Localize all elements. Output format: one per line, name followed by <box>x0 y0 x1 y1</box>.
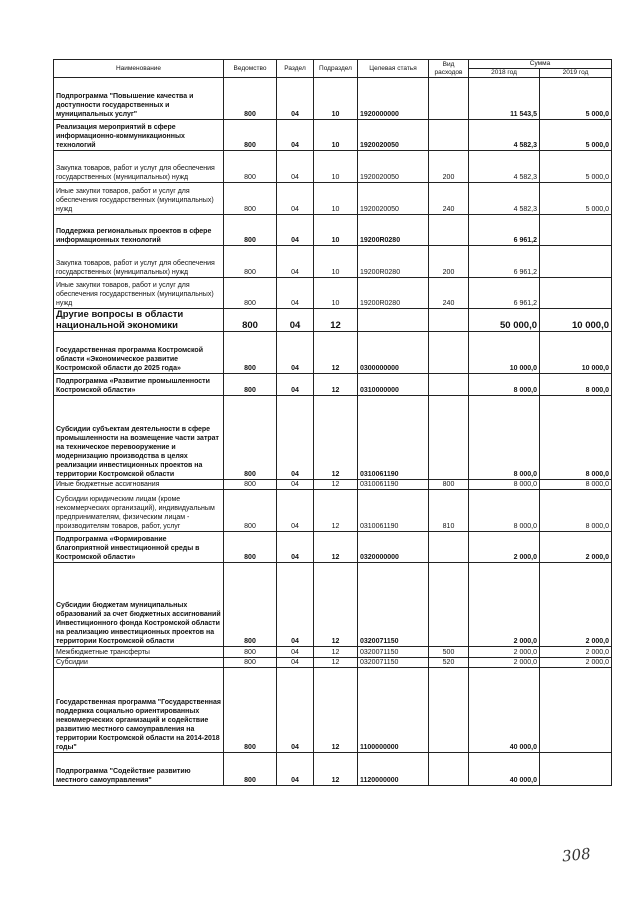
table-row <box>54 183 612 215</box>
row-name: Иные бюджетные ассигнования <box>54 480 224 490</box>
header-section: Раздел <box>277 60 314 78</box>
row-subsection: 10 <box>314 151 358 183</box>
table-row <box>54 753 612 786</box>
row-dept: 800 <box>224 183 277 215</box>
header-dept: Ведомство <box>224 60 277 78</box>
row-expense <box>429 215 469 246</box>
row-expense: 810 <box>429 490 469 532</box>
row-expense <box>429 563 469 647</box>
row-dept: 800 <box>224 78 277 120</box>
row-expense <box>429 753 469 786</box>
row-sum-2019 <box>540 246 612 278</box>
row-expense <box>429 332 469 374</box>
row-dept: 800 <box>224 532 277 563</box>
row-expense <box>429 120 469 151</box>
row-name: Закупка товаров, работ и услуг для обеспечения государственных (муниципальных) нужд <box>54 151 224 183</box>
table-row <box>54 658 612 668</box>
row-sum-2018: 2 000,0 <box>469 563 540 647</box>
row-sum-2019 <box>540 215 612 246</box>
row-dept: 800 <box>224 480 277 490</box>
row-target: 0320000000 <box>358 532 429 563</box>
row-target: 19200R0280 <box>358 278 429 309</box>
row-subsection: 12 <box>314 563 358 647</box>
table-row <box>54 215 612 246</box>
row-subsection: 12 <box>314 668 358 753</box>
row-target: 0310000000 <box>358 374 429 396</box>
row-subsection: 10 <box>314 278 358 309</box>
table-row <box>54 532 612 563</box>
row-subsection: 12 <box>314 532 358 563</box>
row-sum-2018: 8 000,0 <box>469 396 540 480</box>
row-dept: 800 <box>224 246 277 278</box>
row-sum-2019: 10 000,0 <box>540 332 612 374</box>
table-row <box>54 490 612 532</box>
row-expense <box>429 309 469 332</box>
row-subsection: 10 <box>314 183 358 215</box>
header-subsection: Подраздел <box>314 60 358 78</box>
row-sum-2019: 2 000,0 <box>540 532 612 563</box>
row-sum-2018: 4 582,3 <box>469 120 540 151</box>
row-target: 19200R0280 <box>358 246 429 278</box>
row-section: 04 <box>277 480 314 490</box>
row-sum-2018: 6 961,2 <box>469 215 540 246</box>
row-dept: 800 <box>224 753 277 786</box>
row-sum-2018: 10 000,0 <box>469 332 540 374</box>
header-2019: 2019 год <box>540 69 612 78</box>
row-dept: 800 <box>224 120 277 151</box>
row-name: Субсидии юридическим лицам (кроме некоммерческих организаций), индивидуальным предпринимателям, физическим лицам - производителям товаров, работ, услуг <box>54 490 224 532</box>
row-sum-2018: 2 000,0 <box>469 532 540 563</box>
row-subsection: 12 <box>314 647 358 658</box>
row-expense: 800 <box>429 480 469 490</box>
row-name: Государственная программа Костромской области «Экономическое развитие Костромской области до 2025 года» <box>54 332 224 374</box>
row-name: Поддержка региональных проектов в сфере информационных технологий <box>54 215 224 246</box>
table-row <box>54 668 612 753</box>
row-sum-2018: 50 000,0 <box>469 309 540 332</box>
row-target: 0310061190 <box>358 490 429 532</box>
row-name: Иные закупки товаров, работ и услуг для обеспечения государственных (муниципальных) нужд <box>54 183 224 215</box>
row-sum-2019: 5 000,0 <box>540 78 612 120</box>
table-row <box>54 647 612 658</box>
row-expense <box>429 78 469 120</box>
table-row <box>54 374 612 396</box>
row-sum-2018: 8 000,0 <box>469 480 540 490</box>
row-section: 04 <box>277 647 314 658</box>
row-sum-2019: 2 000,0 <box>540 563 612 647</box>
row-section: 04 <box>277 246 314 278</box>
table-row <box>54 120 612 151</box>
table-row <box>54 78 612 120</box>
row-sum-2019: 8 000,0 <box>540 374 612 396</box>
row-dept: 800 <box>224 278 277 309</box>
row-expense <box>429 374 469 396</box>
row-target: 0320071150 <box>358 647 429 658</box>
row-subsection: 12 <box>314 309 358 332</box>
row-target: 0310061190 <box>358 396 429 480</box>
row-target: 1120000000 <box>358 753 429 786</box>
row-subsection: 10 <box>314 215 358 246</box>
row-target: 0320071150 <box>358 658 429 668</box>
row-expense <box>429 668 469 753</box>
row-dept: 800 <box>224 374 277 396</box>
row-sum-2019 <box>540 753 612 786</box>
row-sum-2019: 5 000,0 <box>540 120 612 151</box>
row-sum-2018: 8 000,0 <box>469 490 540 532</box>
header-sum: Сумма <box>469 60 612 69</box>
table-row <box>54 480 612 490</box>
row-dept: 800 <box>224 658 277 668</box>
row-expense: 240 <box>429 183 469 215</box>
row-sum-2019: 10 000,0 <box>540 309 612 332</box>
row-sum-2019: 8 000,0 <box>540 490 612 532</box>
row-dept: 800 <box>224 215 277 246</box>
row-name: Межбюджетные трансферты <box>54 647 224 658</box>
header-target: Целевая статья <box>358 60 429 78</box>
budget-table <box>53 59 612 786</box>
row-subsection: 10 <box>314 78 358 120</box>
row-target: 1920020050 <box>358 151 429 183</box>
row-expense <box>429 532 469 563</box>
row-section: 04 <box>277 332 314 374</box>
row-sum-2018: 11 543,5 <box>469 78 540 120</box>
row-subsection: 10 <box>314 120 358 151</box>
row-subsection: 12 <box>314 658 358 668</box>
row-dept: 800 <box>224 309 277 332</box>
row-section: 04 <box>277 120 314 151</box>
row-sum-2019: 8 000,0 <box>540 480 612 490</box>
row-section: 04 <box>277 753 314 786</box>
table-row <box>54 278 612 309</box>
row-name: Реализация мероприятий в сфере информационно-коммуникационных технологий <box>54 120 224 151</box>
header-2018: 2018 год <box>469 69 540 78</box>
header-name: Наименование <box>54 60 224 78</box>
row-target <box>358 309 429 332</box>
row-sum-2018: 6 961,2 <box>469 246 540 278</box>
row-subsection: 10 <box>314 246 358 278</box>
row-dept: 800 <box>224 647 277 658</box>
row-name: Иные закупки товаров, работ и услуг для обеспечения государственных (муниципальных) нужд <box>54 278 224 309</box>
row-section: 04 <box>277 374 314 396</box>
row-dept: 800 <box>224 396 277 480</box>
row-expense: 200 <box>429 151 469 183</box>
row-dept: 800 <box>224 490 277 532</box>
row-expense: 500 <box>429 647 469 658</box>
page-number: 308 <box>561 844 592 866</box>
table-row <box>54 563 612 647</box>
row-name: Подпрограмма «Формирование благоприятной инвестиционной среды в Костромской области» <box>54 532 224 563</box>
row-sum-2018: 2 000,0 <box>469 658 540 668</box>
row-section: 04 <box>277 490 314 532</box>
row-target: 0320071150 <box>358 563 429 647</box>
header-expense: Вид расходов <box>429 60 469 78</box>
row-sum-2019 <box>540 278 612 309</box>
row-dept: 800 <box>224 151 277 183</box>
row-sum-2018: 4 582,3 <box>469 151 540 183</box>
row-section: 04 <box>277 563 314 647</box>
row-sum-2018: 40 000,0 <box>469 753 540 786</box>
row-section: 04 <box>277 396 314 480</box>
table-row <box>54 396 612 480</box>
row-target: 1920020050 <box>358 120 429 151</box>
table-row <box>54 332 612 374</box>
row-section: 04 <box>277 532 314 563</box>
row-target: 1920020050 <box>358 183 429 215</box>
row-sum-2019: 5 000,0 <box>540 151 612 183</box>
row-dept: 800 <box>224 668 277 753</box>
row-sum-2019: 2 000,0 <box>540 658 612 668</box>
row-expense <box>429 396 469 480</box>
row-name: Субсидии бюджетам муниципальных образований за счет бюджетных ассигнований Инвестиционного фонда Костромской области на реализацию инвестиционных проектов на территории Костромской области <box>54 563 224 647</box>
row-expense: 240 <box>429 278 469 309</box>
table-body <box>54 78 612 786</box>
row-section: 04 <box>277 658 314 668</box>
row-name: Государственная программа "Государственная поддержка социально ориентированных некоммерческих организаций и содействие развитию местного самоуправления на территории Костромской области на 2014-2018 годы" <box>54 668 224 753</box>
row-target: 1100000000 <box>358 668 429 753</box>
row-target: 0300000000 <box>358 332 429 374</box>
row-sum-2018: 8 000,0 <box>469 374 540 396</box>
row-subsection: 12 <box>314 332 358 374</box>
row-name: Подпрограмма "Повышение качества и доступности государственных и муниципальных услуг" <box>54 78 224 120</box>
row-name: Другие вопросы в области национальной экономики <box>54 309 224 332</box>
row-section: 04 <box>277 278 314 309</box>
row-name: Субсидии субъектам деятельности в сфере промышленности на возмещение части затрат на техническое перевооружение и модернизацию производства в целях реализации инвестиционных проектов на территории Костромской области <box>54 396 224 480</box>
row-expense: 520 <box>429 658 469 668</box>
row-sum-2018: 40 000,0 <box>469 668 540 753</box>
row-subsection: 12 <box>314 753 358 786</box>
row-section: 04 <box>277 309 314 332</box>
row-expense: 200 <box>429 246 469 278</box>
row-sum-2019: 5 000,0 <box>540 183 612 215</box>
row-subsection: 12 <box>314 480 358 490</box>
row-sum-2019 <box>540 668 612 753</box>
row-name: Подпрограмма «Развитие промышленности Костромской области» <box>54 374 224 396</box>
table-row <box>54 246 612 278</box>
row-section: 04 <box>277 78 314 120</box>
row-name: Закупка товаров, работ и услуг для обеспечения государственных (муниципальных) нужд <box>54 246 224 278</box>
row-target: 0310061190 <box>358 480 429 490</box>
row-name: Подпрограмма "Содействие развитию местного самоуправления" <box>54 753 224 786</box>
row-name: Субсидии <box>54 658 224 668</box>
row-target: 1920000000 <box>358 78 429 120</box>
row-subsection: 12 <box>314 396 358 480</box>
row-section: 04 <box>277 215 314 246</box>
row-subsection: 12 <box>314 490 358 532</box>
row-sum-2019: 2 000,0 <box>540 647 612 658</box>
row-sum-2018: 2 000,0 <box>469 647 540 658</box>
table-row <box>54 309 612 332</box>
row-subsection: 12 <box>314 374 358 396</box>
row-target: 19200R0280 <box>358 215 429 246</box>
row-sum-2018: 6 961,2 <box>469 278 540 309</box>
table-row <box>54 151 612 183</box>
row-dept: 800 <box>224 332 277 374</box>
row-dept: 800 <box>224 563 277 647</box>
row-sum-2019: 8 000,0 <box>540 396 612 480</box>
row-sum-2018: 4 582,3 <box>469 183 540 215</box>
row-section: 04 <box>277 668 314 753</box>
row-section: 04 <box>277 151 314 183</box>
row-section: 04 <box>277 183 314 215</box>
